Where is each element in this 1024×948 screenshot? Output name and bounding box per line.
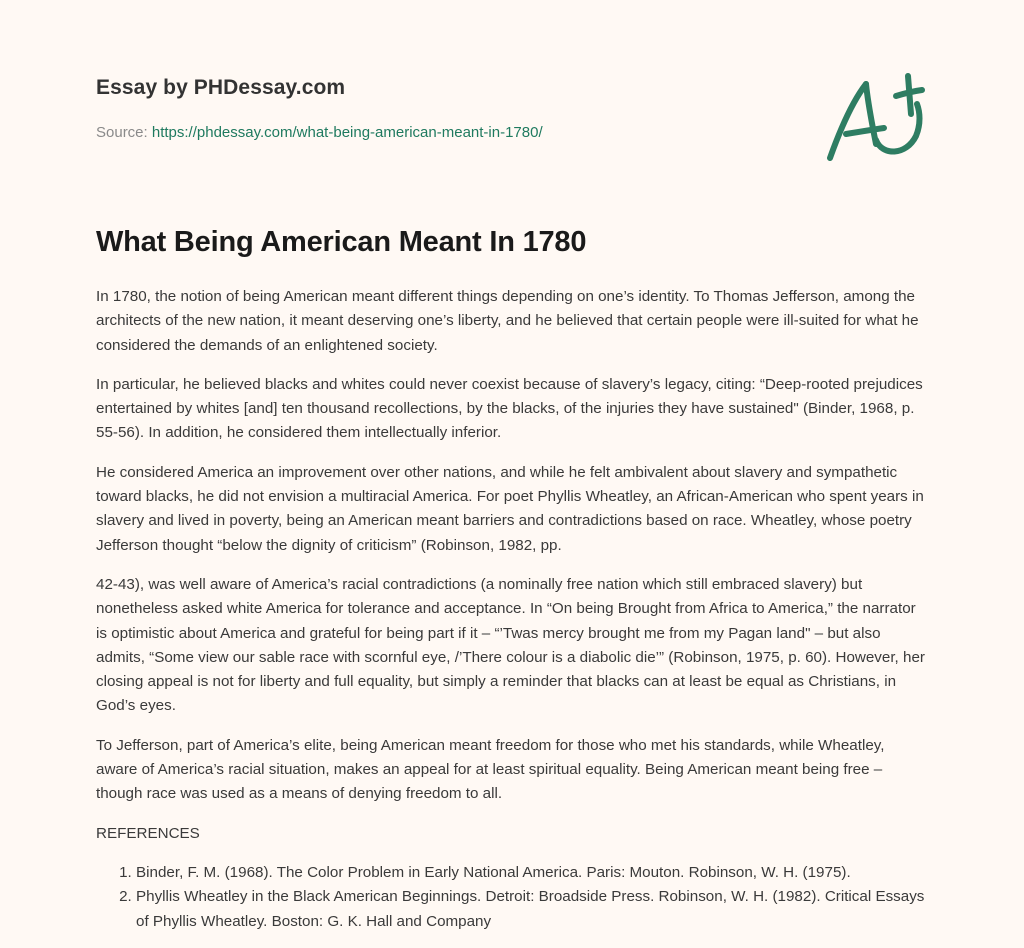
source-link[interactable]: https://phdessay.com/what-being-american-meant-in-1780/ [151,124,543,141]
site-title: Essay by PHDessay.com [96,76,346,99]
paragraph: In particular, he believed blacks and whites could never coexist because of slavery’s legacy, citing: “Deep-rooted prejudices entertained by whites [and] ten thousand recollections, by the blacks, of the injuries they have sustained" (Binder, 1968, p. 55-56). In addition, he considered them intellectually inferior. [96,375,923,442]
paragraph: In 1780, the notion of being American meant different things depending on one’s identity. To Thomas Jefferson, among the architects of the new nation, it meant deserving one’s liberty, and he believed that certain people were ill-suited for what he considered the demands of an enlightened society. [96,288,919,354]
page-title: What Being American Meant In 1780 [96,226,587,258]
reference-item: 1. Binder, F. M. (1968). The Color Problem in Early National America. Paris: Mouton. Robinson, W. H. (1975). [136,861,928,885]
a-plus-grade-icon [822,68,930,164]
paragraph: To Jefferson, part of America’s elite, being American meant freedom for those who met his standards, while Wheatley, aware of America’s racial situation, makes an appeal for at least spiritual equality. Being American meant being free – though race was used as a means of denying freedom to all. [96,736,885,803]
references-heading: REFERENCES [96,824,200,842]
reference-item: 2. Phyllis Wheatley in the Black American Beginnings. Detroit: Broadside Press. Robinson, W. H. (1982). Critical Essays of Phyllis Wheatley. Boston: G. K. Hall and Company [136,885,928,934]
source-label: Source: [96,124,152,141]
article-body [96,285,928,934]
references-list [96,861,928,934]
site-header [96,76,936,100]
source-line [96,124,543,141]
paragraph: 42-43), was well aware of America’s racial contradictions (a nominally free nation which still embraced slavery) but nonetheless asked white America for tolerance and acceptance. In “On being Brought from Africa to America,” the narrator is optimistic about America and grateful for being part if it – “’Twas mercy brought me from my Pagan land" – but also admits, “Some view our sable race with scornful eye, /’There colour is a diabolic die’” (Robinson, 1975, p. 60). However, her closing appeal is not for liberty and full equality, but simply a reminder that blacks can at least be equal as Christians, in God’s eyes. [96,575,925,715]
paragraph: He considered America an improvement over other nations, and while he felt ambivalent about slavery and sympathetic toward blacks, he did not envision a multiracial America. For poet Phyllis Wheatley, an African-American who spent years in slavery and lived in poverty, being an American meant barriers and contradictions based on race. Wheatley, whose poetry Jefferson thought “below the dignity of criticism” (Robinson, 1982, pp. [96,463,924,554]
